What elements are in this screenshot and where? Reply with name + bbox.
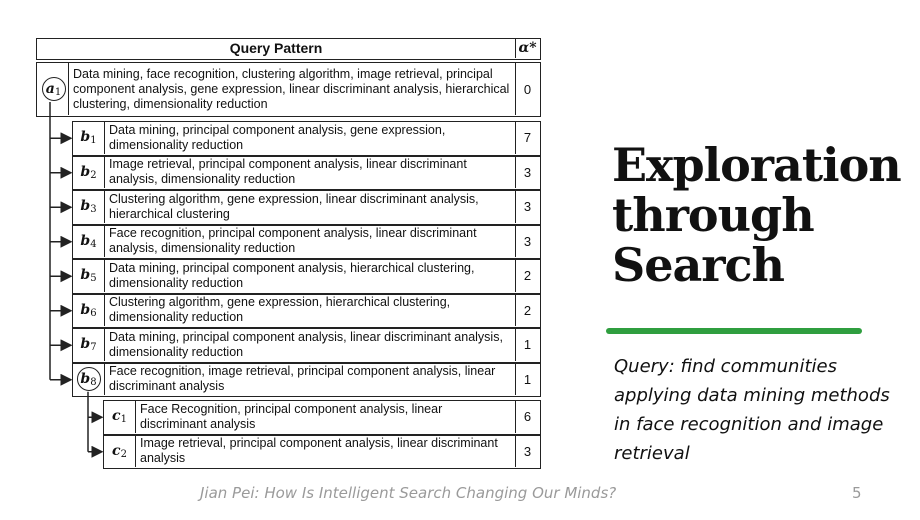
c-row-label: c $_1$	[104, 401, 136, 433]
b-row-alpha: 2	[515, 260, 539, 292]
b-row-label: b $_3$	[73, 191, 105, 223]
b-row-text: Data mining, principal component analysis, linear discriminant analysis, dimensionality reduction	[109, 329, 503, 359]
b-row-alpha: 1	[515, 364, 539, 396]
b-row-text: Face recognition, image retrieval, principal component analysis, linear discriminant analysis	[109, 364, 496, 394]
c-row-label: c $_2$	[104, 436, 136, 468]
b-row-alpha: 1	[515, 329, 539, 361]
c-row-text: Face Recognition, principal component analysis, linear discriminant analysis	[140, 401, 443, 431]
b-row-text: Face recognition, principal component analysis, linear discriminant analysis, dimensionality reduction	[109, 226, 477, 256]
b-row-text: Image retrieval, principal component analysis, linear discriminant analysis, dimensionality reduction	[109, 157, 467, 187]
b-row-alpha: 7	[515, 122, 539, 154]
b-row-label: b $_6$	[73, 295, 105, 327]
b-row-label: b $_7$	[73, 329, 105, 361]
b-row-label: b $_2$	[73, 157, 105, 189]
query-description: Query: find communities applying data mining methods in face recognition and image retrieval	[614, 356, 890, 464]
b-row-label-circle: b $_8$	[77, 367, 101, 391]
b-row-text: Data mining, principal component analysis, hierarchical clustering, dimensionality reduction	[109, 260, 475, 290]
accent-underline	[606, 328, 862, 334]
b-row-text: Clustering algorithm, gene expression, hierarchical clustering, dimensionality reduction	[109, 295, 451, 325]
root-label-circle: a $_1$	[42, 77, 66, 101]
title-line-2: through	[612, 188, 814, 242]
root-pattern-text: Data mining, face recognition, clustering algorithm, image retrieval, principal component analysis, gene expression, linear discriminant analysis, hierarchical clustering, dimensionality reduction	[68, 63, 515, 115]
b-row-label: b $_4$	[73, 226, 105, 258]
b-row-text: Clustering algorithm, gene expression, linear discriminant analysis, hierarchical clustering	[109, 191, 479, 221]
b-row-alpha: 2	[515, 295, 539, 327]
b-row-text: Data mining, principal component analysis, gene expression, dimensionality reduction	[109, 122, 446, 152]
b-row-alpha: 3	[515, 191, 539, 223]
root-alpha: 0	[515, 63, 539, 115]
b-row-label: b $_5$	[73, 260, 105, 292]
slide-title	[612, 140, 902, 290]
b-row-alpha: 3	[515, 157, 539, 189]
page-number: 5	[852, 484, 862, 502]
c-row-alpha: 3	[515, 436, 539, 468]
title-line-1: Exploration	[612, 138, 901, 192]
header-query-pattern: Query Pattern	[229, 40, 323, 56]
b-row-label: b $_1$	[73, 122, 105, 154]
c-row-text: Image retrieval, principal component analysis, linear discriminant analysis	[140, 436, 498, 466]
footer-text: Jian Pei: How Is Intelligent Search Changing Our Minds?	[200, 484, 617, 502]
b-row-alpha: 3	[515, 226, 539, 258]
title-line-3: Search	[612, 238, 784, 292]
header-alpha: α*	[515, 39, 539, 58]
c-row-alpha: 6	[515, 401, 539, 433]
